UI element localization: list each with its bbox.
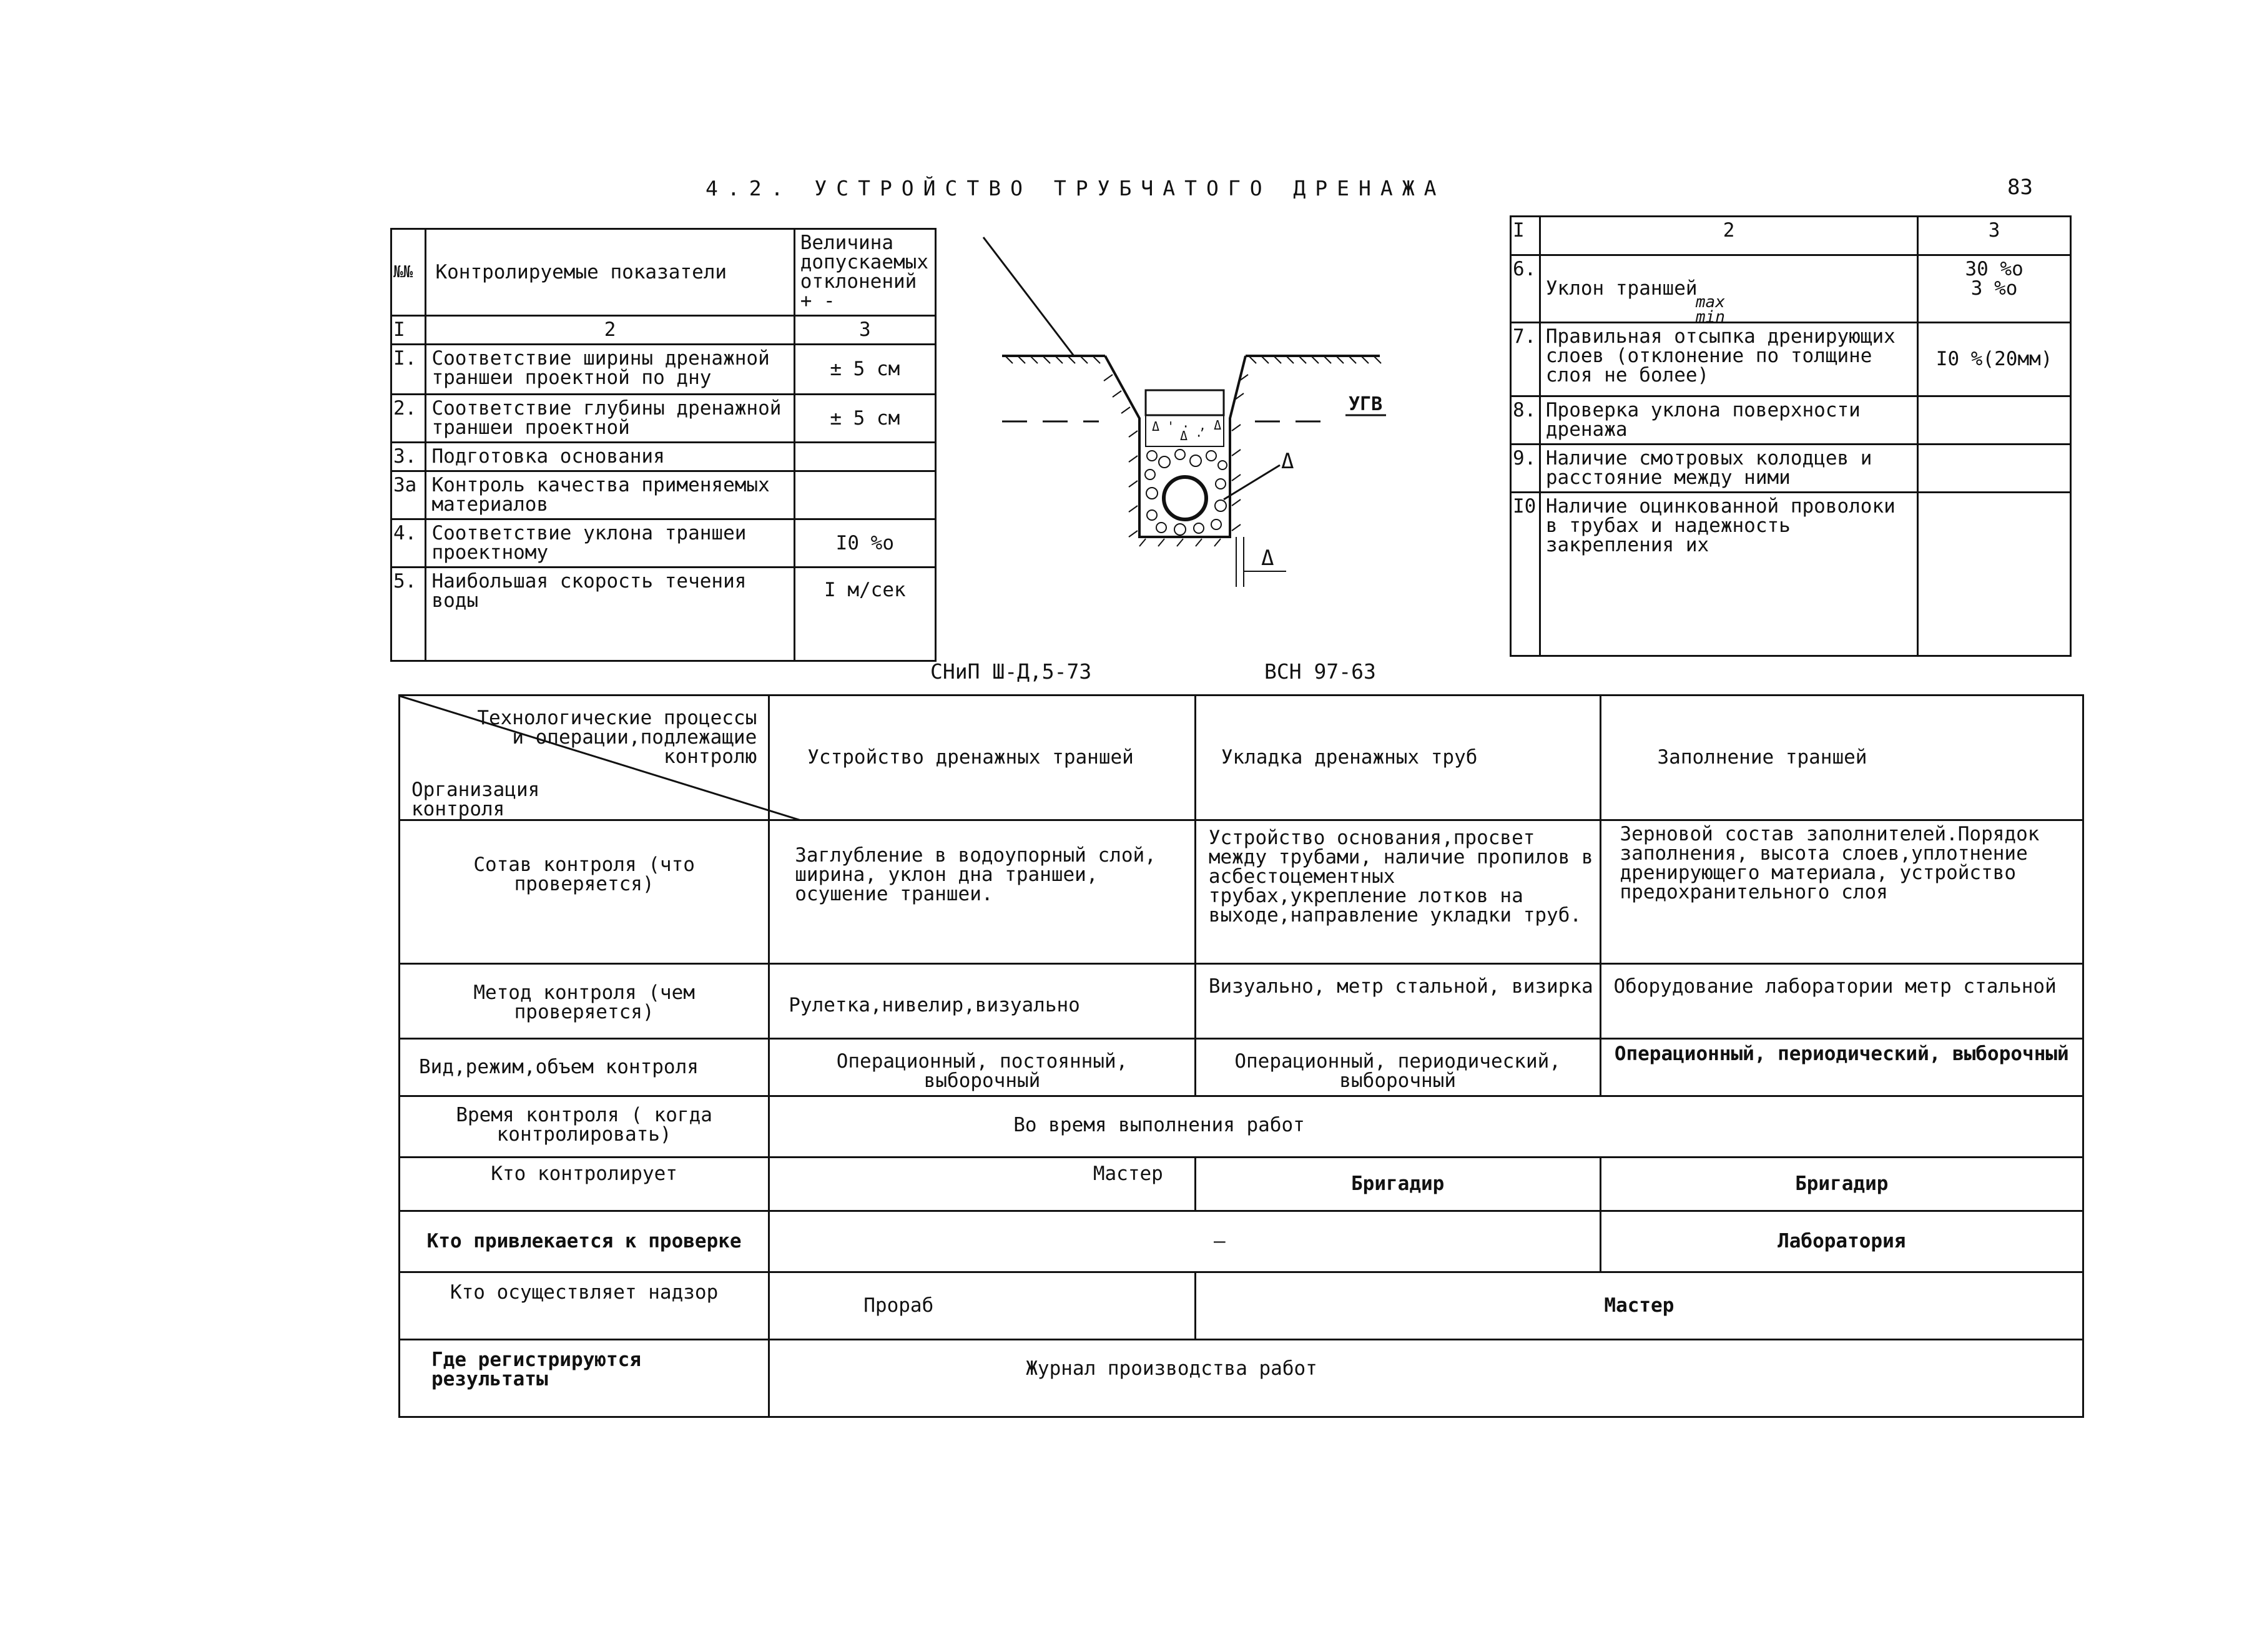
row-number: I0	[1511, 493, 1540, 656]
cell-type-pipes: Операционный, периодический, выборочный	[1195, 1039, 1600, 1096]
vsn-reference: ВСН 97-63	[1264, 659, 1376, 684]
annot-max: max	[1695, 293, 1725, 312]
diagonal-header-cell	[400, 696, 769, 820]
page-number: 83	[2007, 175, 2033, 200]
cell-scope-pipes: Устройство основания,просвет между трубами, наличие пропилов в асбестоцементных трубах,укрепление лотков на выходе,направление укладки труб.	[1195, 820, 1600, 964]
section-title: 4.2. УСТРОЙСТВО ТРУБЧАТОГО ДРЕНАЖА	[706, 176, 1446, 200]
column-header-trenches: Устройство дренажных траншей	[769, 696, 1196, 820]
row-tolerance: 30 %о 3 %о	[1918, 255, 2071, 323]
column-header-filling: Заполнение траншей	[1600, 696, 2083, 820]
row-indicator: Соответствие ширины дренажной траншеи проектной по дну	[426, 345, 794, 395]
drainage-trench-diagram	[974, 231, 1517, 593]
row-number: 8.	[1511, 396, 1540, 445]
row-indicator: Соответствие глубины дренажной траншеи проектной	[426, 395, 794, 443]
row-indicator: Подготовка основания	[426, 443, 794, 471]
row-label-controller: Кто контролирует	[400, 1158, 769, 1211]
cell-controller-filling: Бригадир	[1600, 1158, 2083, 1211]
cell-method-filling: Оборудование лаборатории метр стальной	[1600, 964, 2083, 1039]
row-tolerance: ± 5 см	[794, 345, 935, 395]
column-header-pipes: Укладка дренажных труб	[1195, 696, 1600, 820]
row-tolerance	[1918, 445, 2071, 493]
row-tolerance: I0 %о	[794, 519, 935, 568]
snip-reference: СНиП Ш-Д,5-73	[930, 659, 1092, 684]
cell-scope-filling: Зерновой состав заполнителей.Порядок заполнения, высота слоев,уплотнение дренирующего материала, устройство предохранительного слоя	[1600, 820, 2083, 964]
cell-method-pipes: Визуально, метр стальной, визирка	[1195, 964, 1600, 1039]
row-indicator-text: Уклон траншей	[1545, 277, 1698, 300]
row-label-supervision: Кто осуществляет надзор	[400, 1272, 769, 1340]
row-number: 5.	[391, 568, 426, 661]
delta-label-lower: Δ	[1261, 546, 1274, 571]
corner-header-processes: Технологические процессы и операции,подлежащие контролю	[477, 707, 757, 768]
col-index-1: I	[1511, 217, 1540, 255]
row-number: 3а	[391, 471, 426, 519]
cell-control-time: Во время выполнения работ	[769, 1096, 2083, 1158]
cell-involved-filling: Лаборатория	[1600, 1211, 2083, 1272]
row-number: 3.	[391, 443, 426, 471]
row-label-registration: Где регистрируются результаты	[400, 1340, 769, 1417]
tolerance-table-left	[390, 228, 937, 662]
row-indicator: Проверка уклона поверхности дренажа	[1540, 396, 1917, 445]
col-index-2: 2	[1540, 217, 1917, 255]
tolerance-table-right	[1510, 215, 2072, 657]
col-index-1: I	[391, 316, 426, 345]
cell-supervision-trenches: Прораб	[769, 1272, 1196, 1340]
row-indicator: Правильная отсыпка дренирующих слоев (отклонение по толщине слоя не более)	[1540, 323, 1917, 396]
col-tolerance-header: Величина допускаемых отклонений + -	[794, 229, 935, 316]
row-number: 6.	[1511, 255, 1540, 323]
row-indicator: Соответствие уклона траншеи проектному	[426, 519, 794, 568]
svg-text:, Δ: , Δ	[1199, 418, 1222, 433]
row-label-control-scope: Сотав контроля (что проверяется)	[400, 820, 769, 964]
row-indicator: Наибольшая скорость течения воды	[426, 568, 794, 661]
row-label-involved: Кто привлекается к проверке	[400, 1211, 769, 1272]
max-min-annotation	[1696, 295, 1725, 325]
row-number: 7.	[1511, 323, 1540, 396]
row-tolerance	[1918, 396, 2071, 445]
row-indicator: Контроль качества применяемых материалов	[426, 471, 794, 519]
cell-supervision-pipes-filling: Мастер	[1195, 1272, 2083, 1340]
cell-scope-trenches: Заглубление в водоупорный слой, ширина, уклон дна траншеи, осушение траншеи.	[769, 820, 1196, 964]
col-index-3: 3	[794, 316, 935, 345]
row-tolerance	[794, 443, 935, 471]
row-label-control-time: Время контроля ( когда контролировать)	[400, 1096, 769, 1158]
water-level-label: УГВ	[1349, 393, 1383, 415]
cell-involved-trenches-pipes: —	[769, 1211, 1600, 1272]
row-label-control-method: Метод контроля (чем проверяется)	[400, 964, 769, 1039]
cell-type-filling: Операционный, периодический, выборочный	[1600, 1039, 2083, 1096]
row-tolerance: I0 %(20мм)	[1918, 323, 2071, 396]
svg-text:Δ ·: Δ ·	[1180, 428, 1203, 443]
cell-type-trenches: Операционный, постоянный, выборочный	[769, 1039, 1196, 1096]
row-indicator	[1540, 255, 1917, 327]
cell-registration: Журнал производства работ	[769, 1340, 2083, 1417]
row-number: 2.	[391, 395, 426, 443]
row-number: 9.	[1511, 445, 1540, 493]
row-tolerance: ± 5 см	[794, 395, 935, 443]
row-indicator: Наличие оцинкованной проволоки в трубах и надежность закрепления их	[1540, 493, 1917, 656]
svg-text:Δ ' ·: Δ ' ·	[1152, 419, 1190, 434]
corner-header-organization: Организация контроля	[411, 779, 540, 820]
row-indicator: Наличие смотровых колодцев и расстояние между ними	[1540, 445, 1917, 493]
row-label-control-type: Вид,режим,объем контроля	[400, 1039, 769, 1096]
cell-controller-pipes: Бригадир	[1195, 1158, 1600, 1211]
col-indicators-header: Контролируемые показатели	[426, 229, 794, 316]
cell-controller-trenches: Мастер	[769, 1158, 1196, 1211]
control-organization-table	[398, 694, 2084, 1418]
row-tolerance	[794, 471, 935, 519]
row-number: 4.	[391, 519, 426, 568]
annot-min: min	[1695, 308, 1725, 327]
row-tolerance	[1918, 493, 2071, 656]
col-number-header: №№	[391, 229, 426, 316]
col-index-3: 3	[1918, 217, 2071, 255]
row-number: I.	[391, 345, 426, 395]
cell-method-trenches: Рулетка,нивелир,визуально	[769, 964, 1196, 1039]
delta-label-upper: Δ	[1281, 449, 1294, 474]
row-tolerance: I м/сек	[794, 568, 935, 661]
col-index-2: 2	[426, 316, 794, 345]
